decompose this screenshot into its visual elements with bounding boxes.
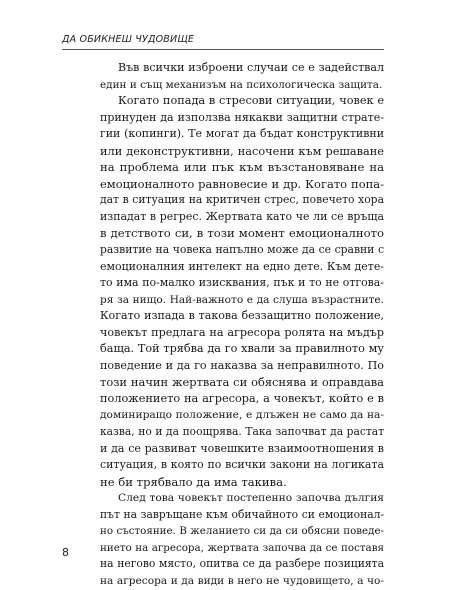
text-line: изпадат в регрес. Жертвата като че ли се връща bbox=[100, 209, 384, 223]
text-line: ря за нищо. Най-важното е да слуша възрастните. bbox=[100, 293, 384, 306]
text-line: в детството си, в този момент емоционалното bbox=[100, 226, 384, 241]
text-line: на агресора и да види в него не чудовището, а чо- bbox=[100, 574, 384, 587]
text-line: След това човекът постепенно започва дългия bbox=[118, 491, 384, 505]
text-line: дат в ситуация на критичен стрес, повечето хора bbox=[100, 193, 384, 207]
text-line: един и същ механизъм на психологическа защита. bbox=[100, 78, 383, 91]
text-line: ситуация, в която по всички закони на логиката bbox=[100, 458, 384, 472]
text-line: доминиращо положение, е длъжен не само да на- bbox=[100, 408, 384, 422]
text-line: Във всички изброени случаи се е задействал bbox=[118, 61, 384, 74]
text-line: на негово място, опитва се да разбере позицията bbox=[100, 557, 384, 571]
running-header: ДА ОБИКНЕШ ЧУДОВИЩЕ bbox=[62, 34, 195, 45]
text-line: то има по-малко изисквания, пък и то не отгова- bbox=[100, 276, 384, 290]
body-text bbox=[100, 60, 384, 590]
text-line: емоционалния интелект на едно дете. Към дете- bbox=[100, 259, 384, 273]
text-line: или деконструктивни, насочени към решаване bbox=[100, 143, 384, 158]
text-line: казва, но и да поощрява. Така започват да растат bbox=[100, 425, 384, 439]
text-line: човекът предлага на агресора ролята на мъдър bbox=[100, 325, 384, 339]
text-line: нието на агресора, жертвата започва да се поставя bbox=[100, 541, 384, 554]
text-line: положението на агресора, а човекът, който е в bbox=[100, 391, 384, 405]
text-line: Когато изпада в такова беззащитно положение, bbox=[100, 309, 384, 323]
text-line: този начин жертвата си обяснява и оправдава bbox=[100, 375, 384, 390]
text-line: емоционалното равновесие и др. Когато попа- bbox=[100, 176, 384, 191]
text-line: поведение и да го наказва за неправилното. По bbox=[100, 358, 384, 372]
text-line: гии (копинги). Те могат да бъдат конструктивни bbox=[100, 127, 384, 141]
text-line: и да се развиват човешките взаимоотношения в bbox=[100, 441, 384, 455]
text-line: но състояние. В желанието си да си обясни поведе- bbox=[100, 525, 384, 538]
text-line: път на завръщане към обичайното си емоционал- bbox=[100, 507, 384, 521]
page-number: 8 bbox=[62, 546, 69, 559]
header-rule bbox=[62, 49, 384, 50]
text-line: на проблема или пък към възстановяване на bbox=[100, 160, 384, 175]
text-line: не би трябвало да има такива. bbox=[100, 474, 287, 489]
text-line: развитие на човека напълно може да се сравни с bbox=[100, 243, 384, 257]
text-line: Когато попада в стресови ситуации, човек е bbox=[118, 94, 384, 108]
text-line: принуден да използва някакви защитни страте- bbox=[100, 110, 384, 124]
text-line: баща. Той трябва да го хвали за правилното му bbox=[100, 342, 384, 356]
